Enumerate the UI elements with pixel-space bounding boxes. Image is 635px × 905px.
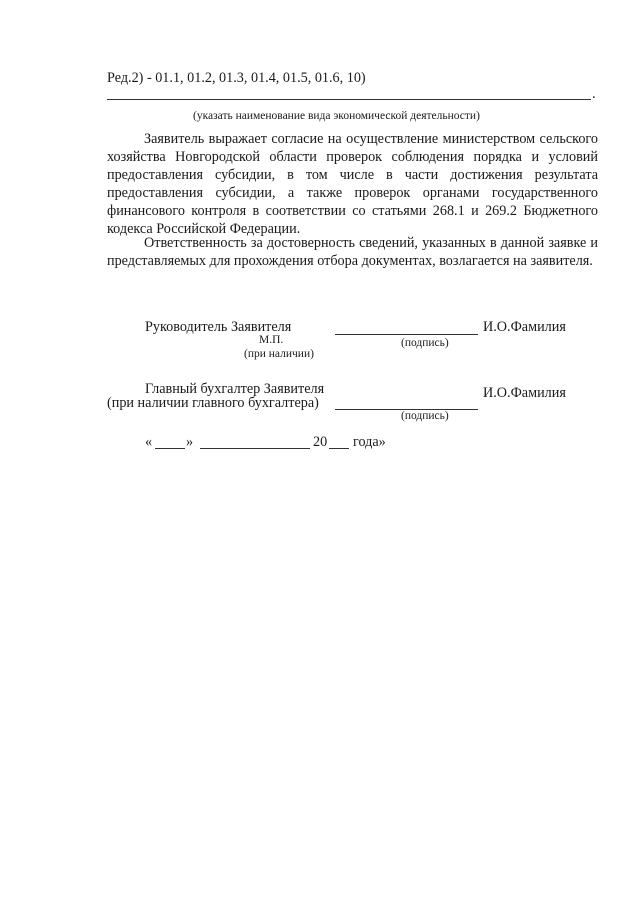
head-signature-line — [335, 334, 478, 335]
date-year-suffix: года» — [353, 434, 386, 450]
head-label: Руководитель Заявителя — [145, 319, 292, 335]
accountant-sign-caption: (подпись) — [401, 410, 449, 422]
activity-codes-line: Ред.2) - 01.1, 01.2, 01.3, 01.4, 01.5, 01.6, 10) — [107, 70, 366, 86]
date-year-line — [329, 448, 349, 449]
activity-caption: (указать наименование вида экономической деятельности) — [193, 110, 480, 122]
accountant-name: И.О.Фамилия — [483, 385, 566, 401]
stamp-note: (при наличии) — [244, 348, 314, 360]
responsibility-paragraph: Ответственность за достоверность сведений, указанных в данной заявке и представляемых для прохождения отбора документах, возлагается на заявителя. — [107, 235, 598, 269]
consent-paragraph: Заявитель выражает согласие на осуществление министерством сельского хозяйства Новгородской области проверок соблюдения порядка и условий предоставления субсидии, в том числе в части достижения результата предоставления субсидии, а также проверок органами государственного финансового контроля в соответствии со статьями 268.1 и 269.2 Бюджетного кодекса Российской Федерации. — [107, 131, 598, 237]
date-close-quote: » — [186, 434, 194, 450]
date-month-line — [200, 448, 310, 449]
line-end-period: . — [592, 86, 596, 102]
date-year-prefix: 20 — [313, 434, 328, 450]
head-sign-caption: (подпись) — [401, 337, 449, 349]
stamp-label: М.П. — [259, 334, 284, 346]
head-name: И.О.Фамилия — [483, 319, 566, 335]
date-day-line — [155, 448, 185, 449]
accountant-label: Главный бухгалтер Заявителя — [145, 381, 325, 397]
date-open-quote: « — [145, 434, 153, 450]
activity-fill-line — [107, 99, 591, 100]
accountant-note: (при наличии главного бухгалтера) — [107, 395, 319, 411]
